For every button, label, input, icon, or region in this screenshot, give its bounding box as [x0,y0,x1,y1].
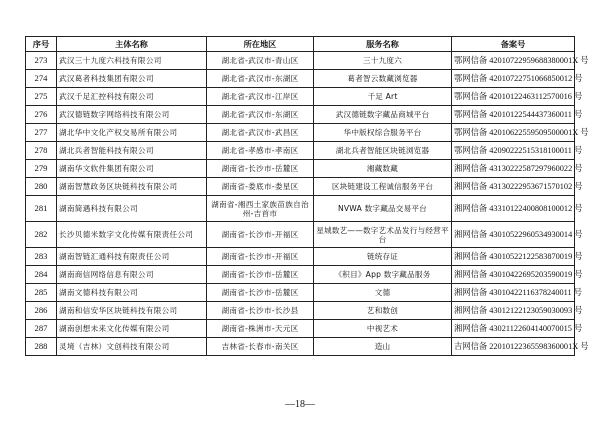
cell-service: 武汉德链数字藏品商城平台 [314,106,452,124]
cell-region: 湖南省-娄底市-娄星区 [207,178,314,196]
cell-num: 278 [26,142,57,160]
cell-subject: 灵境（吉林）文创科技有限公司 [57,338,207,356]
table-row [26,266,575,284]
cell-region: 湖北省-武汉市-东湖区 [207,70,314,88]
table-row [26,302,575,320]
cell-subject: 湖南简遇科技有限公司 [57,196,207,222]
cell-num: 283 [26,248,57,266]
header-subject: 主体名称 [57,37,207,52]
cell-service: 中视艺术 [314,320,452,338]
cell-region: 湖南省-长沙市-开福区 [207,222,314,248]
cell-num: 280 [26,178,57,196]
cell-service: 华中版权综合服务平台 [314,124,452,142]
cell-record: 鄂网信备 42010722751066850012 号 [452,70,575,88]
cell-service: 链统存证 [314,248,452,266]
cell-service: 区块链建设工程诚信服务平台 [314,178,452,196]
cell-region: 吉林省-长春市-南关区 [207,338,314,356]
cell-record: 鄂网信备 42090222515318100011 号 [452,142,575,160]
cell-subject: 湖南创想未来文化传媒有限公司 [57,320,207,338]
cell-record: 鄂网信备 42010122544437360011 号 [452,106,575,124]
cell-subject: 湖北华中文化产权交易所有限公司 [57,124,207,142]
cell-subject: 湖南华文软件集团有限公司 [57,160,207,178]
table-row [26,338,575,356]
cell-record: 湘网信备 43010522122583870019 号 [452,248,575,266]
cell-region: 湖北省-武汉市-武昌区 [207,124,314,142]
cell-subject: 湖南智链汇通科技有限责任公司 [57,248,207,266]
cell-region: 湖南省-湘西土家族苗族自治州-吉首市 [207,196,314,222]
cell-subject: 湖南智慧政务区块链科技有限公司 [57,178,207,196]
header-num: 序号 [26,37,57,52]
cell-region: 湖北省-孝感市-孝南区 [207,142,314,160]
table-row [26,196,575,222]
table-row [26,106,575,124]
table-row [26,52,575,70]
cell-num: 273 [26,52,57,70]
cell-region: 湖南省-长沙市-开福区 [207,248,314,266]
cell-region: 湖南省-长沙市-岳麓区 [207,266,314,284]
cell-num: 288 [26,338,57,356]
cell-service: 艺和数创 [314,302,452,320]
cell-region: 湖北省-武汉市-江岸区 [207,88,314,106]
cell-subject: 武汉德链数字网络科技有限公司 [57,106,207,124]
cell-record: 湘网信备 43130222587297960022 号 [452,160,575,178]
cell-subject: 湖南商信网络信息有限公司 [57,266,207,284]
table-row [26,88,575,106]
cell-region: 湖南省-长沙市-长沙县 [207,302,314,320]
cell-service: 三十九度六 [314,52,452,70]
cell-subject: 武汉三十九度六科技有限公司 [57,52,207,70]
cell-subject: 湖北兵者智能科技有限公司 [57,142,207,160]
header-service: 服务名称 [314,37,452,52]
table-row [26,142,575,160]
table-row [26,70,575,88]
cell-record: 湘网信备 43021122604140070015 号 [452,320,575,338]
cell-record: 湘网信备 43010522960534930014 号 [452,222,575,248]
cell-record: 吉网信备 22010122365598360001X 号 [452,338,575,356]
cell-service: 造山 [314,338,452,356]
cell-region: 湖北省-武汉市-青山区 [207,52,314,70]
cell-record: 湘网信备 43010422116378240011 号 [452,284,575,302]
cell-service: 葛者智云数藏浏览器 [314,70,452,88]
header-region: 所在地区 [207,37,314,52]
cell-num: 275 [26,88,57,106]
cell-service: 千足 Art [314,88,452,106]
table-row [26,124,575,142]
cell-num: 282 [26,222,57,248]
cell-service: 湘藏数藏 [314,160,452,178]
cell-subject: 长沙贝德米数字文化传媒有限责任公司 [57,222,207,248]
table-body [26,52,589,356]
cell-record: 湘网信备 43310122400808100012 号 [452,196,575,222]
page-number: —18— [285,399,315,410]
cell-num: 276 [26,106,57,124]
cell-record: 鄂网信备 42010722959688380001X 号 [452,52,575,70]
cell-subject: 武汉千足汇控科技有限公司 [57,88,207,106]
cell-num: 286 [26,302,57,320]
cell-num: 281 [26,196,57,222]
cell-record: 湘网信备 43012122123059030093 号 [452,302,575,320]
cell-num: 277 [26,124,57,142]
header-record: 备案号 [452,37,575,52]
cell-record: 鄂网信备 42010622559509500001X 号 [452,124,575,142]
table-row [26,222,575,248]
table-row [26,160,575,178]
cell-service: 《积目》App 数字藏品服务 [314,266,452,284]
cell-record: 湘网信备 43010422695203590019 号 [452,266,575,284]
cell-num: 284 [26,266,57,284]
cell-num: 274 [26,70,57,88]
cell-num: 285 [26,284,57,302]
cell-subject: 武汉葛者科技集团有限公司 [57,70,207,88]
cell-subject: 湖南和信安华区块链科技有限公司 [57,302,207,320]
cell-num: 279 [26,160,57,178]
cell-service: 文德 [314,284,452,302]
cell-record: 鄂网信备 42010122463112570016 号 [452,88,575,106]
table-row [26,248,575,266]
cell-region: 湖南省-株洲市-天元区 [207,320,314,338]
registry-table [25,36,589,356]
cell-record: 湘网信备 43130222953671570102 号 [452,178,575,196]
cell-num: 287 [26,320,57,338]
cell-service: 星城数艺——数字艺术品发行与经营平台 [314,222,452,248]
cell-region: 湖南省-长沙市-岳麓区 [207,160,314,178]
cell-region: 湖北省-武汉市-东湖区 [207,106,314,124]
cell-service: 湖北兵者智能区块链浏览器 [314,142,452,160]
table-row [26,178,575,196]
table-row [26,320,575,338]
cell-service: NVWA 数字藏品交易平台 [314,196,452,222]
cell-region: 湖南省-长沙市-岳麓区 [207,284,314,302]
cell-subject: 湖南文德科技有限公司 [57,284,207,302]
table-header-row [26,37,575,52]
table-row [26,284,575,302]
